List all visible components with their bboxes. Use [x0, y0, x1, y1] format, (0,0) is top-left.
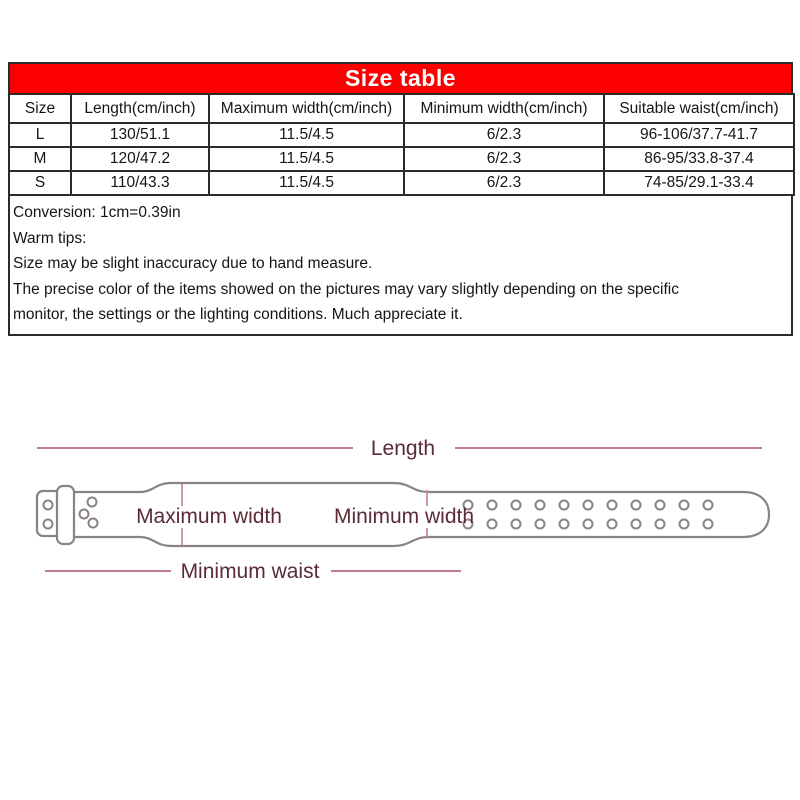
min-width-label: Minimum width: [333, 505, 475, 528]
belt-hole: [89, 519, 98, 528]
table-row-S: [9, 171, 794, 195]
size-table-title-bar: [8, 62, 793, 93]
max-width-cell: 11.5/4.5: [209, 123, 404, 147]
header-row: [9, 94, 794, 123]
belt-hole: [80, 510, 89, 519]
waist-cell: 96-106/37.7-41.7: [604, 123, 794, 147]
warm-tips-heading: Warm tips:: [13, 229, 87, 247]
max-width-cell: 11.5/4.5: [209, 171, 404, 195]
tip-color-line2: monitor, the settings or the lighting conditions. Much appreciate it.: [13, 306, 463, 323]
belt-diagram: [0, 410, 800, 610]
length-cell: 130/51.1: [71, 123, 209, 147]
conversion-note: Conversion: 1cm=0.39in: [13, 204, 181, 221]
min-width-cell: 6/2.3: [404, 123, 604, 147]
waist-cell: 86-95/33.8-37.4: [604, 147, 794, 171]
column-header-waist: Suitable waist(cm/inch): [604, 94, 794, 123]
column-header-min-width: Minimum width(cm/inch): [404, 94, 604, 123]
size-table-section: [8, 62, 793, 336]
length-cell: 120/47.2: [71, 147, 209, 171]
table-row-L: [9, 123, 794, 147]
table-row-M: [9, 147, 794, 171]
min-waist-label: Minimum waist: [180, 560, 320, 583]
size-cell: M: [9, 147, 71, 171]
size-table: [8, 93, 795, 196]
column-header-max-width: Maximum width(cm/inch): [209, 94, 404, 123]
tip-color-line1: The precise color of the items showed on the pictures may vary slightly depending on the specific: [13, 280, 679, 298]
tip-measure: Size may be slight inaccuracy due to hand measure.: [13, 255, 373, 272]
length-label: Length: [370, 437, 436, 460]
notes-block: [8, 196, 793, 336]
size-cell: S: [9, 171, 71, 195]
length-cell: 110/43.3: [71, 171, 209, 195]
min-width-cell: 6/2.3: [404, 171, 604, 195]
belt-hole: [88, 498, 97, 507]
column-header-length: Length(cm/inch): [71, 94, 209, 123]
waist-cell: 74-85/29.1-33.4: [604, 171, 794, 195]
max-width-cell: 11.5/4.5: [209, 147, 404, 171]
max-width-label: Maximum width: [136, 505, 282, 528]
belt-keeper: [57, 486, 74, 544]
min-width-cell: 6/2.3: [404, 147, 604, 171]
column-header-size: Size: [9, 94, 71, 123]
size-cell: L: [9, 123, 71, 147]
size-table-title: Size table: [344, 65, 457, 91]
buckle-hole: [44, 501, 53, 510]
buckle-hole: [44, 520, 53, 529]
